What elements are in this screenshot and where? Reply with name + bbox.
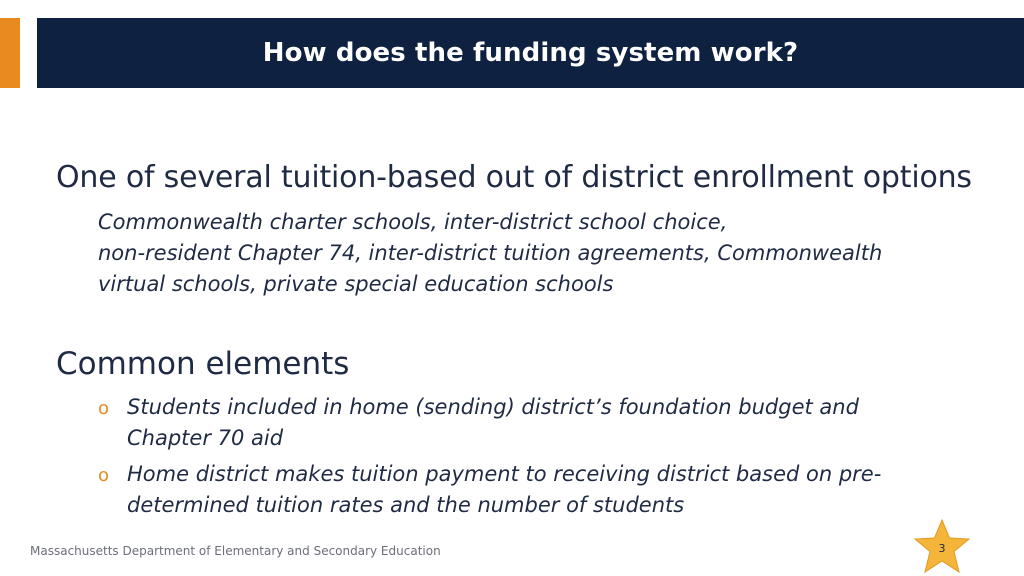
bullet-text: Students included in home (sending) district’s foundation budget and Chapter 70 aid — [127, 395, 859, 450]
bullet-marker: o — [98, 465, 110, 486]
slide-title: How does the funding system work? — [262, 38, 799, 68]
accent-bar — [0, 18, 20, 88]
options-description — [98, 207, 958, 300]
section-heading-common-elements: Common elements — [56, 346, 350, 382]
title-bar — [37, 18, 1024, 88]
page-number-badge — [911, 518, 973, 576]
footer-organization: Massachusetts Department of Elementary and Secondary Education — [30, 544, 441, 558]
common-elements-list — [98, 392, 918, 521]
options-line: non-resident Chapter 74, inter-district tuition agreements, Commonwealth — [98, 241, 883, 265]
list-item — [98, 392, 918, 454]
bullet-text: Home district makes tuition payment to receiving district based on pre-determined tuition rates and the number of students — [127, 462, 882, 517]
options-line: virtual schools, private special education schools — [98, 272, 614, 296]
section-heading-options: One of several tuition-based out of district enrollment options — [56, 160, 972, 195]
page-number: 3 — [938, 542, 946, 555]
bullet-marker: o — [98, 398, 110, 419]
options-line: Commonwealth charter schools, inter-district school choice, — [98, 210, 728, 234]
list-item — [98, 459, 918, 521]
